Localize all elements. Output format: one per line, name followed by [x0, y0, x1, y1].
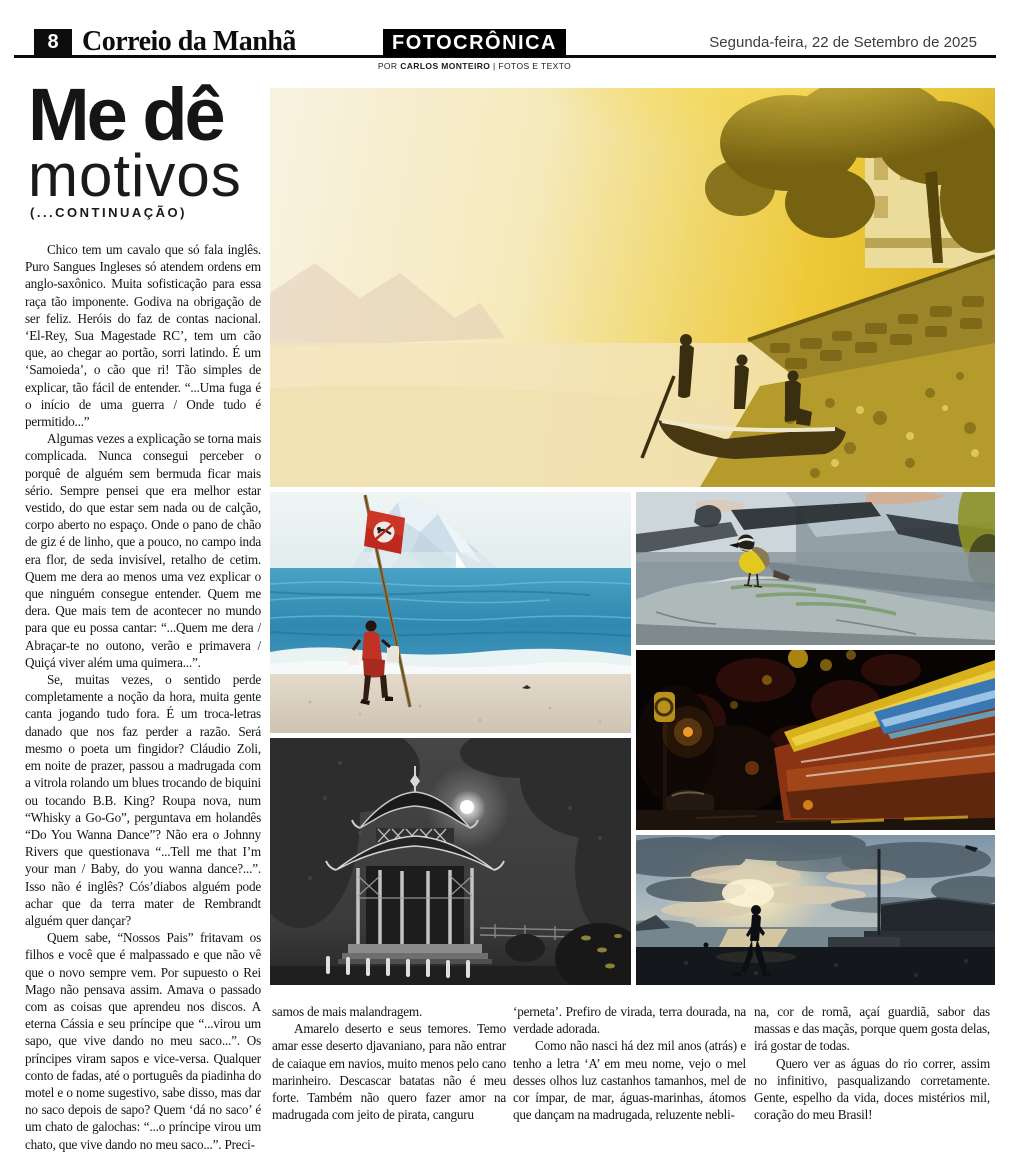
photo-beach-flag-art [270, 492, 631, 733]
bottom-column-2 [513, 1003, 746, 1123]
newspaper-name: Correio da Manhã [82, 26, 296, 57]
page-number-box [34, 29, 72, 56]
headline-bold: Me dê [28, 73, 223, 156]
photo-night-bus [636, 650, 995, 830]
bottom-column-3 [754, 1003, 990, 1123]
paragraph: Quem sabe, “Nossos Pais” fritavam os filhos e você que é malpassado e que não vê que o novo sempre vem. Por supuesto o Rei Mago não pensava assim. Amava o passado com as coisas que aprendeu nos discos. A eterna Cássia e seu príncipe que “...virou um sapo, que vive dando no meu saco...”. Os príncipes viram sapos e vice-versa. Qualquer conto de fadas, até o português da piadinha do motel e o nome sugestivo, sabe disso, mas dar no saco depois de sapo? Quem ‘dá no saco’ é um chato de galochas: “...o príncipe virou um chato, que vive dando no meu saco...”. Preci- [25, 930, 261, 1152]
paragraph: Chico tem um cavalo que só fala inglês. Puro Sangues Ingleses só atendem ordens em anglo-saxônico. Muita sofisticação para essa raça tão imponente. Godiva na obrigação de ser feliz. Heróis do faz de contas nacional. ‘El-Rey, Sua Magestade RC’, tem um cão que, ao chegar ao portão, sorri latindo. É um ‘Samoieda’, o cão que ri! Tão simples de explicar, tão fácil de entender. “...Uma fuga é o início de uma guerra / Onde tudo é permitido...” [25, 242, 261, 430]
byline-author: CARLOS MONTEIRO [400, 61, 491, 71]
photo-bird [636, 492, 995, 645]
left-text-column [25, 241, 261, 1153]
photo-night-bus-art [636, 650, 995, 830]
continuation-label: (...CONTINUAÇÃO) [30, 205, 187, 220]
paragraph: Algumas vezes a explicação se torna mais complicada. Nunca consegui perceber o porquê de alguém sem bermuda ficar mais sério. Sempre pensei que era melhor estar vestido, do que estar sem nada ou de calção, corpo aberto no espaço. Onde o pano de chão de giz é de linho, que a pouco, no campo inda era flor, de seda invisível, retalho de cetim. Quem me dera ao menos uma vez explicar o que ninguém consegue entender. Quem me dera. Que mais tem de acontecer no mundo para que eu possa cantar: “...Quem me dera / Abraçar-te no outono, verão e primavera / Quiçá viver além uma quimera...”. [25, 431, 261, 670]
paragraph: Amarelo deserto e seus temores. Temo amar esse deserto djavaniano, para não entrar de caiaque em navios, muito menos pelo cano marinheiro. Descascar batatas não é meu forte. Também não quero fazer amor na madrugada com jeito de pirata, canguru [272, 1021, 506, 1123]
paragraph: samos de mais malandragem. [272, 1004, 423, 1019]
section-title: FOTOCRÔNICA [391, 31, 557, 54]
paragraph: ‘perneta’. Prefiro de virada, terra dourada, na verdade adorada. [513, 1004, 746, 1037]
page-number: 8 [47, 31, 59, 53]
photo-sunset-walker [636, 835, 995, 985]
byline-prefix: POR [377, 61, 401, 71]
byline-suffix: | FOTOS E TEXTO [490, 61, 572, 71]
paragraph: Como não nasci há dez mil anos (atrás) e tenho a letra ‘A’ em meu nome, vejo o mel desses olhos luz castanhos tamanhos, mel de cor ímpar, de mar, águas-marinhas, átomos que dançam na madrugada, reluzente nebli- [513, 1038, 746, 1123]
paragraph: na, cor de romã, açaí guardiã, sabor das massas e das maçãs, porque quem gosta delas, irá gostar de todas. [754, 1004, 990, 1054]
photo-sunset-walker-art [636, 835, 995, 985]
paragraph: Se, muitas vezes, o sentido perde completamente a noção da hora, muita gente canta jogando tudo fora. É um troca-letras danado que nos faz perder a razão. Será mesmo o poeta um fingidor? Cláudio Zoli, em noite de prazer, passou a madrugada com a vitrola rolando um blues trocando de biquini ou tocando B.B. King? Roupa nova, num “Whisky a Go-Go”, perguntava em holandês “Do You Wanna Dance”? Não era o Johnny Rivers que questionava “...Tell me that I’m your man / Baby, do you wanna dance?...”. Isso não é inglês? Cós’diabos alguém pode achar que da terra mater de Rembrandt alguém quer dançar? [25, 672, 261, 928]
photo-sunset-boat-art [270, 88, 995, 487]
photo-sunset-boat [270, 88, 995, 487]
headline-light: motivos [28, 142, 242, 209]
photo-bird-art [636, 492, 995, 645]
photo-beach-flag [270, 492, 631, 733]
paragraph: Quero ver as águas do rio correr, assim no infinitivo, pasqualizando corretamente. Gente, espelho da vida, doces mistérios mil, coração do meu Brasil! [754, 1055, 990, 1123]
byline [358, 61, 591, 71]
photo-gazebo [270, 738, 631, 985]
bottom-column-1 [272, 1003, 506, 1123]
photo-gazebo-art [270, 738, 631, 985]
date: Segunda-feira, 22 de Setembro de 2025 [709, 34, 977, 51]
section-title-box [383, 29, 566, 57]
